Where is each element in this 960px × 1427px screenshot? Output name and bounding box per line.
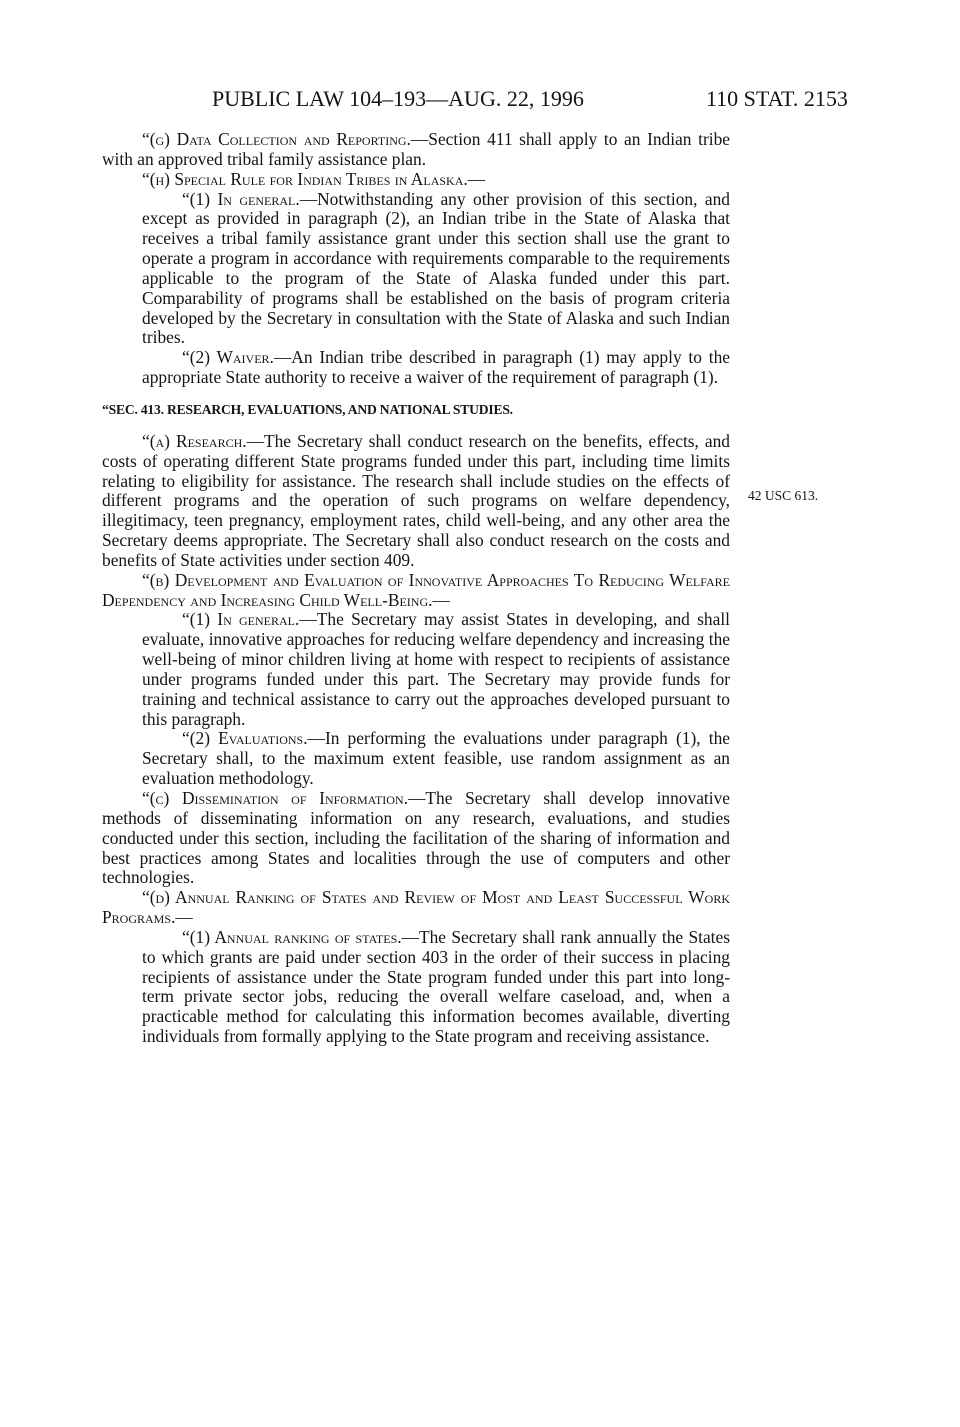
subsection-c [102, 789, 730, 888]
subsection-c-heading: “(c) Dissemination of Information. [142, 788, 408, 808]
paragraph-h2 [102, 348, 730, 388]
paragraph-b2 [102, 729, 730, 789]
paragraph-d1 [102, 928, 730, 1047]
subsection-b [102, 571, 730, 611]
subsection-g-heading: “(g) Data Collection and Reporting. [142, 129, 411, 149]
page-header-title: PUBLIC LAW 104–193—AUG. 22, 1996 [212, 86, 584, 111]
paragraph-b1 [102, 610, 730, 729]
paragraph-d1-text: —The Secretary shall rank annually the States to which grants are paid under section 403 in the order of their success in placing recipients of assistance under the State program funded under this part into long-term private sector jobs, reducing the overall welfare caseload, and, when a practicable method for calculating this information becomes available, diverting individuals from formally applying to the State program and receiving assistance. [142, 926, 730, 1047]
paragraph-b1-text: —The Secretary may assist States in developing, and shall evaluate, innovative approaches for reducing welfare dependency and increasing the well-being of minor children living at home with respect to recipients of assistance under programs funded under this part. The Secretary may provide funds for training and technical assistance to carry out the approaches developed pursuant to this paragraph. [142, 609, 730, 729]
paragraph-h1-text: —Notwithstanding any other provision of this section, and except as provided in paragraph (2), an Indian tribe in the State of Alaska that receives a tribal family assistance grant under this section shall use the grant to operate a program in accordance with requirements comparable to the requirements applicable to the program of the State of Alaska funded under this part. Comparability of programs shall be established on the basis of program criteria developed by the Secretary in consultation with the State of Alaska and such Indian tribes. [142, 188, 730, 348]
subsection-h-heading: “(h) Special Rule for Indian Tribes in Alaska. [142, 168, 468, 189]
subsection-h-text: — [467, 168, 486, 189]
subsection-h [102, 170, 730, 190]
page-header-stat: 110 STAT. 2153 [706, 86, 848, 111]
subsection-d-heading: “(d) Annual Ranking of States and Review of Most and Least Successful Work Programs. [102, 887, 730, 928]
paragraph-h2-heading: “(2) Waiver. [182, 347, 274, 368]
subsection-g [102, 130, 730, 170]
subsection-a-text: —The Secretary shall conduct research on the benefits, effects, and costs of operating different State programs funded under this part, including time limits relating to eligibility for assistance. The research shall include studies on the effects of different programs and the operation of such programs on welfare dependency, illegitimacy, teen pregnancy, employment rates, child well-being, and any other area the Secretary deems appropriate. The Secretary shall also conduct research on the costs and benefits of State activities under section 409. [102, 430, 731, 570]
subsection-g-text: —Section 411 shall apply to an Indian tribe with an approved tribal family assistance plan. [102, 129, 730, 169]
body-text [102, 130, 730, 1047]
section-heading: “SEC. 413. RESEARCH, EVALUATIONS, AND NATIONAL STUDIES. [102, 401, 513, 417]
subsection-b-heading: “(b) Development and Evaluation of Innovative Approaches To Reducing Welfare Dependency and Increasing Child Well-Being. [102, 569, 730, 610]
paragraph-d1-heading: “(1) Annual ranking of states. [182, 926, 402, 947]
margin-citation: 42 USC 613. [748, 488, 819, 503]
paragraph-h1-heading: “(1) In general. [182, 188, 300, 209]
paragraph-b1-heading: “(1) In general. [182, 609, 300, 630]
subsection-a [102, 432, 730, 571]
paragraph-h1 [102, 190, 730, 349]
subsection-a-heading: “(a) Research. [142, 430, 247, 451]
subsection-d [102, 888, 730, 928]
paragraph-b2-text: —In performing the evaluations under paragraph (1), the Secretary shall, to the maximum extent feasible, use random assignment as an evaluation methodology. [142, 728, 730, 789]
paragraph-h2-text: —An Indian tribe described in paragraph (1) may apply to the appropriate State authority to receive a waiver of the requirement of paragraph (1). [142, 347, 730, 388]
subsection-b-text: — [432, 589, 450, 610]
subsection-d-text: — [175, 907, 193, 928]
subsection-c-text: —The Secretary shall develop innovative methods of disseminating information on any research, evaluations, and studies conducted under this section, including the facilitation of the sharing of information and best practices among States and localities through the use of computers and other technologies. [102, 788, 730, 888]
paragraph-b2-heading: “(2) Evaluations. [182, 728, 308, 749]
